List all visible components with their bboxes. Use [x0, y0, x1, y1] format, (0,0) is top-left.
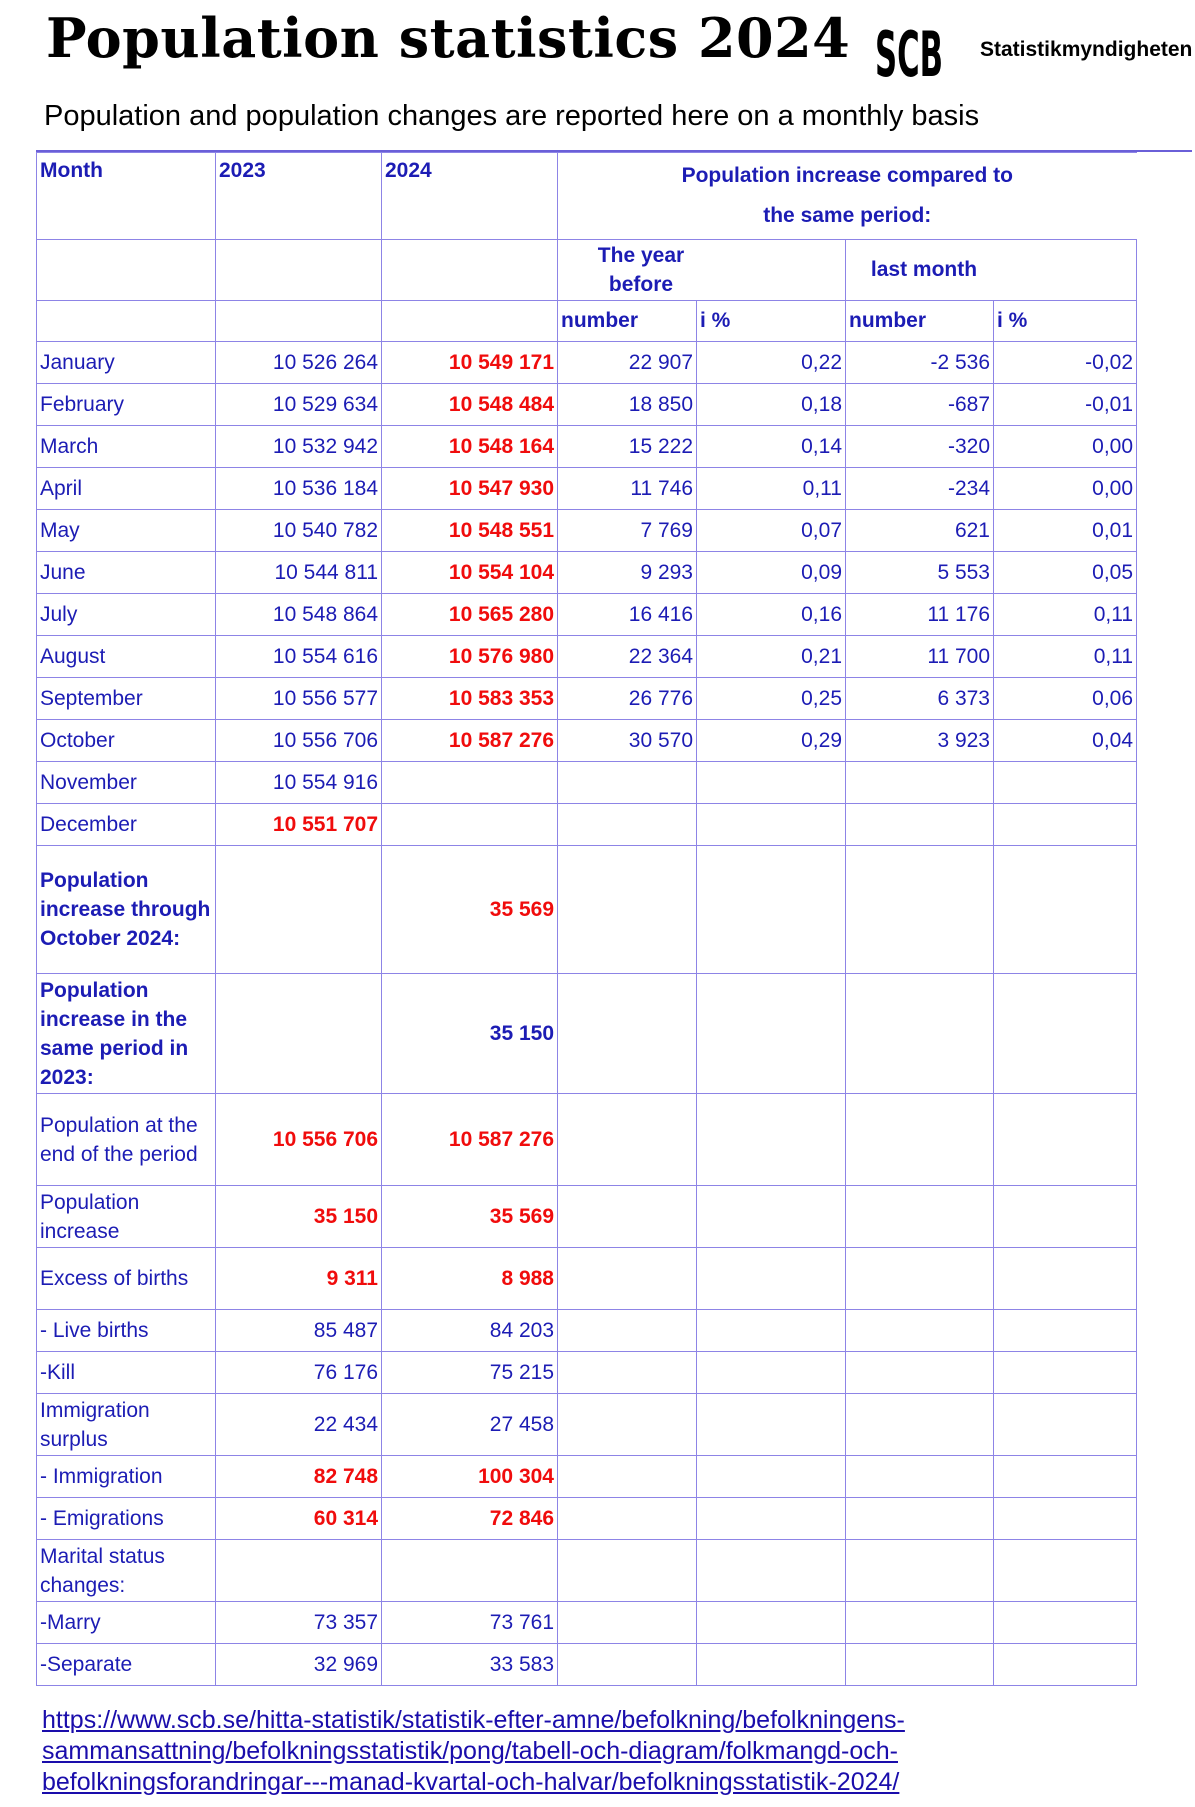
month-label: September: [37, 678, 216, 720]
last-month-number: -687: [846, 384, 994, 426]
month-row: [37, 552, 1137, 594]
value-2023: 10 556 706: [216, 1094, 382, 1186]
value-2023: 10 556 706: [216, 720, 382, 762]
value-2024: 35 569: [382, 1186, 558, 1248]
year-before-number: 22 364: [558, 636, 697, 678]
value-2024: 35 569: [382, 846, 558, 974]
summary-label: Population increase: [37, 1186, 216, 1248]
value-2023: 10 540 782: [216, 510, 382, 552]
month-label: July: [37, 594, 216, 636]
value-2024: 10 576 980: [382, 636, 558, 678]
header-increase-line1: Population increase compared to: [681, 164, 1013, 187]
month-label: February: [37, 384, 216, 426]
value-2023: 10 536 184: [216, 468, 382, 510]
header-population-increase: [558, 153, 1137, 240]
summary-label: Excess of births: [37, 1248, 216, 1310]
value-2024: 10 547 930: [382, 468, 558, 510]
last-month-pct: 0,01: [994, 510, 1137, 552]
value-2023: [216, 1540, 382, 1602]
source-link-line2[interactable]: sammansattning/befolkningsstatistik/pong/tabell-och-diagram/folkmangd-och-: [42, 1737, 898, 1765]
last-month-pct: 0,11: [994, 636, 1137, 678]
month-row: [37, 636, 1137, 678]
summary-row: [37, 1094, 1137, 1186]
month-label: October: [37, 720, 216, 762]
value-2023: 35 150: [216, 1186, 382, 1248]
value-2024: 10 583 353: [382, 678, 558, 720]
last-month-pct: [994, 762, 1137, 804]
month-row: [37, 804, 1137, 846]
year-before-pct: 0,29: [697, 720, 846, 762]
month-row: [37, 342, 1137, 384]
value-2023: 82 748: [216, 1456, 382, 1498]
month-label: January: [37, 342, 216, 384]
last-month-number: 11 176: [846, 594, 994, 636]
year-before-number: 7 769: [558, 510, 697, 552]
summary-label: - Emigrations: [37, 1498, 216, 1540]
value-2024: [382, 762, 558, 804]
summary-row: [37, 1456, 1137, 1498]
page-title: Population statistics 2024: [46, 6, 851, 70]
month-row: [37, 720, 1137, 762]
year-before-pct: [697, 762, 846, 804]
increase-row: [37, 846, 1137, 974]
last-month-number: -234: [846, 468, 994, 510]
value-2024: 10 554 104: [382, 552, 558, 594]
year-before-number: 16 416: [558, 594, 697, 636]
value-2023: 32 969: [216, 1644, 382, 1686]
value-2024: 10 549 171: [382, 342, 558, 384]
header-last-month: last month: [846, 240, 1137, 301]
value-2023: 10 532 942: [216, 426, 382, 468]
source-link-line3[interactable]: befolkningsforandringar---manad-kvartal-och-halvar/befolkningsstatistik-2024/: [42, 1768, 900, 1796]
summary-row: [37, 1644, 1137, 1686]
month-row: [37, 384, 1137, 426]
month-row: [37, 426, 1137, 468]
last-month-number: 6 373: [846, 678, 994, 720]
summary-label: - Immigration: [37, 1456, 216, 1498]
value-2023: 22 434: [216, 1394, 382, 1456]
year-before-pct: [697, 804, 846, 846]
year-before-number: 11 746: [558, 468, 697, 510]
value-2023: [216, 846, 382, 974]
value-2023: 85 487: [216, 1310, 382, 1352]
last-month-number: 5 553: [846, 552, 994, 594]
header-lm-number: number: [846, 301, 994, 342]
last-month-pct: -0,02: [994, 342, 1137, 384]
last-month-pct: 0,04: [994, 720, 1137, 762]
year-before-pct: 0,25: [697, 678, 846, 720]
value-2023: 10 526 264: [216, 342, 382, 384]
value-2023: 10 551 707: [216, 804, 382, 846]
year-before-pct: 0,18: [697, 384, 846, 426]
scb-logo: [873, 12, 945, 91]
summary-row: [37, 1394, 1137, 1456]
increase-row: [37, 974, 1137, 1094]
population-table: [36, 152, 1137, 1686]
month-label: November: [37, 762, 216, 804]
value-2024: 10 587 276: [382, 720, 558, 762]
header-yb-pct: i %: [697, 301, 846, 342]
source-link-line1[interactable]: https://www.scb.se/hitta-statistik/statistik-efter-amne/befolkning/befolkningens-: [42, 1706, 905, 1734]
year-before-number: [558, 804, 697, 846]
value-2024: [382, 1540, 558, 1602]
value-2024: 84 203: [382, 1310, 558, 1352]
page-subtitle: Population and population changes are reported here on a monthly basis: [44, 100, 980, 132]
org-name: Statistikmyndigheten: [980, 38, 1193, 61]
last-month-number: 11 700: [846, 636, 994, 678]
value-2024: 73 761: [382, 1602, 558, 1644]
value-2024: 10 587 276: [382, 1094, 558, 1186]
summary-label: -Kill: [37, 1352, 216, 1394]
summary-label: Marital status changes:: [37, 1540, 216, 1602]
month-label: May: [37, 510, 216, 552]
value-2024: 10 548 164: [382, 426, 558, 468]
month-label: June: [37, 552, 216, 594]
header-yb-number: number: [558, 301, 697, 342]
value-2023: 9 311: [216, 1248, 382, 1310]
summary-label: -Marry: [37, 1602, 216, 1644]
value-2023: 10 544 811: [216, 552, 382, 594]
month-row: [37, 468, 1137, 510]
value-2024: 100 304: [382, 1456, 558, 1498]
value-2023: 60 314: [216, 1498, 382, 1540]
value-2023: 10 554 616: [216, 636, 382, 678]
logo-text: SCB: [875, 18, 943, 91]
value-2023: 10 556 577: [216, 678, 382, 720]
header-2024: 2024: [382, 153, 558, 240]
header-increase-line2: the same period:: [763, 204, 932, 227]
year-before-number: 18 850: [558, 384, 697, 426]
month-row: [37, 762, 1137, 804]
summary-row: [37, 1540, 1137, 1602]
month-row: [37, 510, 1137, 552]
last-month-number: [846, 762, 994, 804]
last-month-pct: 0,06: [994, 678, 1137, 720]
value-2023: 10 548 864: [216, 594, 382, 636]
source-link[interactable]: [42, 1705, 1162, 1798]
last-month-pct: 0,05: [994, 552, 1137, 594]
last-month-pct: 0,00: [994, 468, 1137, 510]
year-before-number: 26 776: [558, 678, 697, 720]
year-before-number: 22 907: [558, 342, 697, 384]
value-2023: 10 554 916: [216, 762, 382, 804]
summary-row: [37, 1352, 1137, 1394]
value-2023: 73 357: [216, 1602, 382, 1644]
year-before-pct: 0,16: [697, 594, 846, 636]
year-before-number: 30 570: [558, 720, 697, 762]
year-before-pct: 0,11: [697, 468, 846, 510]
last-month-pct: 0,11: [994, 594, 1137, 636]
last-month-number: -320: [846, 426, 994, 468]
year-before-pct: 0,09: [697, 552, 846, 594]
increase-label: Population increase in the same period in 2023:: [37, 974, 216, 1094]
month-label: April: [37, 468, 216, 510]
value-2024: 10 548 484: [382, 384, 558, 426]
year-before-number: 15 222: [558, 426, 697, 468]
year-before-number: [558, 762, 697, 804]
last-month-number: [846, 804, 994, 846]
summary-label: Population at the end of the period: [37, 1094, 216, 1186]
year-before-pct: 0,22: [697, 342, 846, 384]
last-month-number: 621: [846, 510, 994, 552]
summary-row: [37, 1310, 1137, 1352]
header-2023: 2023: [216, 153, 382, 240]
summary-label: -Separate: [37, 1644, 216, 1686]
value-2023: 76 176: [216, 1352, 382, 1394]
value-2024: [382, 804, 558, 846]
value-2024: 8 988: [382, 1248, 558, 1310]
year-before-number: 9 293: [558, 552, 697, 594]
header-month: Month: [37, 153, 216, 240]
year-before-pct: 0,21: [697, 636, 846, 678]
year-before-pct: 0,14: [697, 426, 846, 468]
value-2024: 75 215: [382, 1352, 558, 1394]
last-month-number: 3 923: [846, 720, 994, 762]
value-2023: 10 529 634: [216, 384, 382, 426]
value-2024: 10 565 280: [382, 594, 558, 636]
value-2024: 10 548 551: [382, 510, 558, 552]
value-2024: 33 583: [382, 1644, 558, 1686]
last-month-pct: 0,00: [994, 426, 1137, 468]
value-2024: 35 150: [382, 974, 558, 1094]
value-2024: 27 458: [382, 1394, 558, 1456]
value-2024: 72 846: [382, 1498, 558, 1540]
month-label: March: [37, 426, 216, 468]
month-label: August: [37, 636, 216, 678]
summary-row: [37, 1602, 1137, 1644]
month-row: [37, 678, 1137, 720]
summary-row: [37, 1248, 1137, 1310]
header-year-before: The year before: [558, 240, 846, 301]
last-month-pct: -0,01: [994, 384, 1137, 426]
value-2023: [216, 974, 382, 1094]
year-before-pct: 0,07: [697, 510, 846, 552]
last-month-number: -2 536: [846, 342, 994, 384]
increase-label: Population increase through October 2024:: [37, 846, 216, 974]
summary-label: - Live births: [37, 1310, 216, 1352]
summary-row: [37, 1498, 1137, 1540]
month-label: December: [37, 804, 216, 846]
header-lm-pct: i %: [994, 301, 1137, 342]
last-month-pct: [994, 804, 1137, 846]
summary-label: Immigration surplus: [37, 1394, 216, 1456]
month-row: [37, 594, 1137, 636]
summary-row: [37, 1186, 1137, 1248]
